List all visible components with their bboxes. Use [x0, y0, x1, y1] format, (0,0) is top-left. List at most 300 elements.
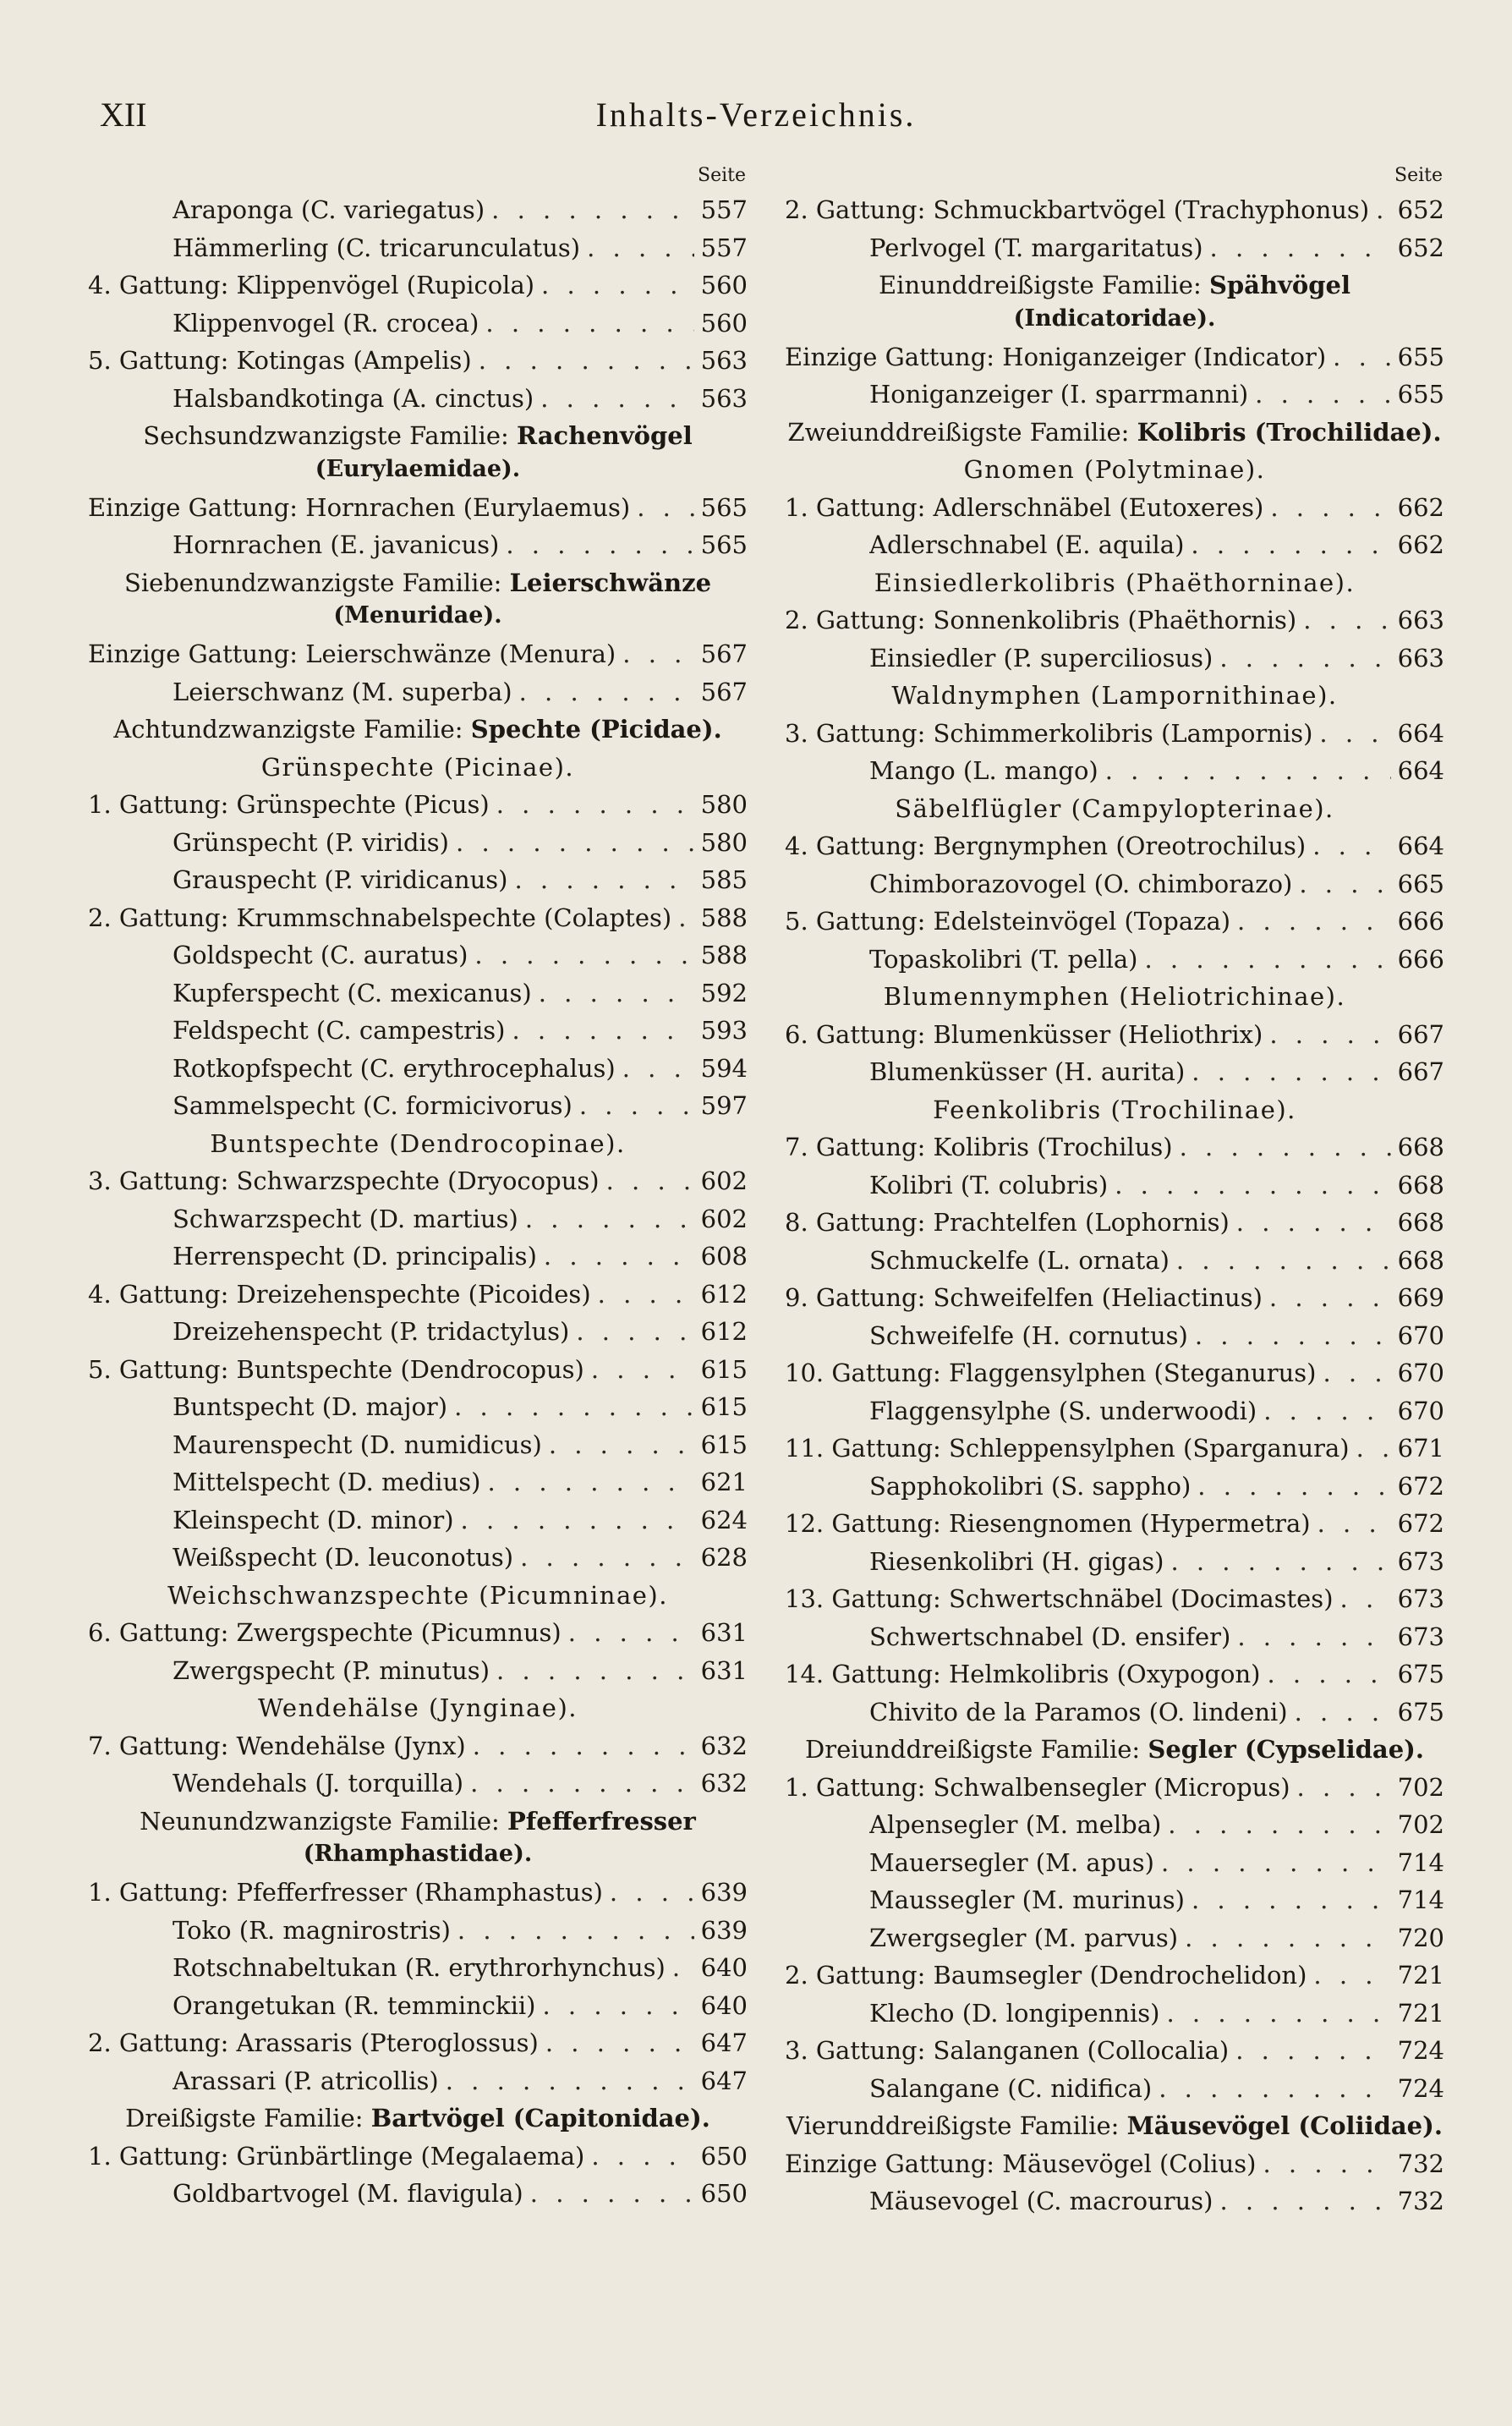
entry-label: 2. Gattung: Schmuckbartvögel (Trachyphonus) [785, 195, 1370, 224]
family-heading [785, 414, 1444, 452]
page-ref: 612 [700, 1317, 748, 1346]
entry-label: Goldspecht (C. auratus) [173, 941, 468, 969]
species-entry [88, 1463, 748, 1501]
toc-list-right [785, 191, 1444, 2220]
entry-label: 7. Gattung: Wendehälse (Jynx) [88, 1731, 466, 1760]
entry-label: Halsbandkotinga (A. cinctus) [173, 383, 534, 413]
species-entry [88, 380, 748, 418]
family-name: Pfefferfresser [507, 1806, 696, 1836]
leader-dots [1105, 752, 1391, 790]
entry-label: Chivito de la Paramos (O. lindeni) [869, 1697, 1288, 1726]
leader-dots [515, 861, 694, 899]
entry-label: Schwarzspecht (D. martius) [173, 1204, 518, 1233]
leader-dots [542, 1987, 693, 2025]
page-ref: 673 [1397, 1546, 1444, 1576]
leader-dots [587, 229, 694, 267]
entry-label: Toko (R. magnirostris) [173, 1915, 451, 1945]
entry-label: 11. Gattung: Schleppensylphen (Sparganura) [785, 1434, 1350, 1463]
family-ordinal: Zweiunddreißigste Familie: [787, 417, 1137, 447]
leader-dots [1333, 338, 1390, 376]
leader-dots [637, 489, 693, 527]
family-latin: (Cypselidae). [1235, 1735, 1424, 1764]
page-ref: 597 [700, 1091, 748, 1120]
species-entry [88, 305, 748, 343]
leader-dots [520, 1539, 694, 1577]
entry-label: Kupferspecht (C. mexicanus) [173, 978, 532, 1007]
family-latin: (Eurylaemidae). [315, 455, 521, 482]
page-ref: 667 [1397, 1019, 1444, 1049]
family-name: Kolibris [1137, 417, 1246, 447]
page-ref: 702 [1397, 1772, 1444, 1802]
entry-label: 1. Gattung: Grünbärtlinge (Megalaema) [88, 2141, 585, 2171]
genus-entry [88, 786, 748, 824]
family-heading [88, 417, 748, 455]
entry-label: Orangetukan (R. temminckii) [173, 1990, 536, 2020]
entry-label: Wendehals (J. torquilla) [173, 1769, 464, 1798]
family-name: Spechte [470, 715, 582, 744]
species-entry [785, 1053, 1444, 1091]
entry-label: Mauersegler (M. apus) [869, 1847, 1154, 1877]
page-ref: 662 [1397, 492, 1444, 522]
family-name: Rachenvögel [517, 421, 693, 450]
species-entry [785, 1919, 1444, 1957]
page-ref: 670 [1397, 1396, 1444, 1425]
leader-dots [1312, 827, 1390, 865]
page-ref: 673 [1397, 1584, 1444, 1613]
leader-dots [1192, 1881, 1391, 1919]
page-ref: 557 [700, 233, 748, 262]
entry-label: 5. Gattung: Buntspechte (Dendrocopus) [88, 1354, 584, 1384]
species-entry [88, 1652, 748, 1690]
leader-dots [1180, 1128, 1391, 1166]
family-latin: (Rhamphastidae). [303, 1841, 533, 1867]
page-ref: 673 [1397, 1622, 1444, 1651]
page-ref: 631 [700, 1618, 748, 1647]
genus-entry [785, 2145, 1444, 2183]
page-ref: 585 [700, 865, 748, 894]
species-entry [785, 1543, 1444, 1581]
genus-entry [785, 1505, 1444, 1543]
leader-dots [1267, 1655, 1390, 1693]
entry-label: 5. Gattung: Kotingas (Ampelis) [88, 346, 472, 375]
entry-label: Schweifelfe (H. cornutus) [869, 1320, 1188, 1350]
species-entry [785, 229, 1444, 267]
page-ref: 602 [700, 1166, 748, 1195]
leader-dots [1168, 1806, 1390, 1844]
species-entry [88, 974, 748, 1013]
family-ordinal: Vierunddreißigste Familie: [786, 2111, 1127, 2140]
leader-dots [1263, 2145, 1390, 2183]
page-ref: 655 [1397, 342, 1444, 371]
page-ref: 580 [700, 827, 748, 857]
entry-label: 2. Gattung: Krummschnabelspechte (Colaptes) [88, 903, 672, 932]
family-heading [785, 1731, 1444, 1769]
family-name: Bartvögel [370, 2104, 505, 2132]
leader-dots [579, 1087, 694, 1125]
subfamily-heading: Säbelflügler (Campylopterinae). [895, 793, 1334, 823]
entry-label: 4. Gattung: Klippenvögel (Rupicola) [88, 271, 535, 299]
family-heading [88, 711, 748, 749]
subfamily-heading: Buntspechte (Dendrocopinae). [210, 1128, 626, 1158]
page-ref: 714 [1397, 1885, 1444, 1914]
species-entry [88, 1087, 748, 1125]
species-entry [785, 941, 1444, 979]
subfamily-heading: Wendehälse (Jynginae). [257, 1693, 578, 1722]
species-entry [785, 639, 1444, 678]
page-ref: 632 [700, 1769, 748, 1798]
entry-label: Sapphokolibri (S. sappho) [869, 1471, 1192, 1501]
genus-entry [88, 2138, 748, 2176]
species-entry [88, 824, 748, 862]
page-ref: 628 [700, 1543, 748, 1572]
entry-label: 12. Gattung: Riesengnomen (Hypermetra) [785, 1509, 1311, 1538]
genus-entry [88, 1614, 748, 1652]
entry-label: Maurenspecht (D. numidicus) [173, 1430, 542, 1459]
family-heading [88, 1803, 748, 1841]
page-ref: 652 [1397, 195, 1444, 224]
page-ref: 557 [700, 195, 748, 224]
page-ref: 655 [1397, 380, 1444, 409]
leader-dots [1176, 1242, 1391, 1280]
entry-label: Dreizehenspecht (P. tridactylus) [173, 1317, 570, 1346]
entry-label: Herrenspecht (D. principalis) [173, 1242, 537, 1271]
entry-label: Rotschnabeltukan (R. erythrorhynchus) [173, 1953, 666, 1982]
page-ref: 647 [700, 2066, 748, 2095]
leader-dots [1145, 941, 1391, 979]
leader-dots [1197, 1468, 1390, 1506]
genus-entry [88, 2024, 748, 2062]
entry-label: Zwergspecht (P. minutus) [173, 1655, 490, 1685]
entry-label: 14. Gattung: Helmkolibris (Oxypogon) [785, 1660, 1261, 1688]
genus-entry [785, 1279, 1444, 1317]
page-ref: 565 [700, 492, 748, 522]
species-entry [88, 1765, 748, 1803]
page-ref: 667 [1397, 1057, 1444, 1086]
seite-label: Seite [698, 165, 746, 186]
genus-entry [785, 489, 1444, 527]
page-ref: 640 [700, 1990, 748, 2020]
page-ref: 668 [1397, 1133, 1444, 1161]
leader-dots [1356, 1430, 1391, 1468]
family-ordinal: Siebenundzwanzigste Familie: [123, 568, 510, 597]
leader-dots [496, 786, 694, 824]
page-ref: 664 [1397, 756, 1444, 785]
page-ref: 650 [700, 2141, 748, 2171]
leader-dots [598, 1276, 694, 1314]
page-ref: 593 [700, 1016, 748, 1045]
page-ref: 647 [700, 2028, 748, 2057]
leader-dots [1263, 1392, 1390, 1430]
page-ref: 615 [700, 1430, 748, 1459]
page-ref: 670 [1397, 1320, 1444, 1350]
entry-label: Schwertschnabel (D. ensifer) [869, 1622, 1231, 1651]
species-entry [785, 1693, 1444, 1732]
entry-label: Riesenkolibri (H. gigas) [869, 1546, 1164, 1576]
leader-dots [1319, 715, 1390, 753]
entry-label: 1. Gattung: Schwalbensegler (Micropus) [785, 1772, 1290, 1802]
page-ref: 672 [1397, 1509, 1444, 1538]
page-ref: 724 [1397, 2073, 1444, 2103]
leader-dots [1299, 865, 1390, 903]
leader-dots [678, 899, 693, 937]
leader-dots [470, 1765, 694, 1803]
leader-dots [1255, 376, 1390, 414]
leader-dots [512, 1012, 693, 1050]
entry-label: Mäusevogel (C. macrourus) [869, 2187, 1213, 2215]
leader-dots [1219, 2182, 1390, 2220]
page-ref: 631 [700, 1655, 748, 1685]
species-entry [88, 1539, 748, 1577]
entry-label: Einzige Gattung: Honiganzeiger (Indicator) [785, 342, 1327, 371]
leader-dots [479, 342, 694, 380]
genus-entry [88, 1276, 748, 1314]
species-entry [785, 1881, 1444, 1919]
species-entry [785, 1995, 1444, 2033]
entry-label: Einzige Gattung: Mäusevögel (Colius) [785, 2149, 1257, 2178]
species-entry [88, 1949, 748, 1987]
family-latin: (Trochilidae). [1246, 417, 1442, 447]
leader-dots [541, 266, 694, 305]
page-ref: 652 [1397, 233, 1444, 262]
left-column [88, 161, 748, 2213]
leader-dots [568, 1614, 694, 1652]
species-entry [785, 2070, 1444, 2108]
leader-dots [519, 673, 694, 711]
species-entry [785, 2182, 1444, 2220]
family-heading [785, 266, 1444, 305]
leader-dots [1313, 1957, 1390, 1995]
entry-label: Arassari (P. atricollis) [173, 2066, 439, 2095]
genus-entry [88, 342, 748, 380]
entry-label: Maussegler (M. murinus) [869, 1885, 1185, 1914]
entry-label: Grauspecht (P. viridicanus) [173, 865, 508, 894]
entry-label: Klecho (D. longipennis) [869, 1998, 1160, 2028]
entry-label: Alpensegler (M. melba) [869, 1810, 1162, 1839]
family-ordinal: Dreiunddreißigste Familie: [805, 1735, 1148, 1764]
page-ref: 608 [700, 1242, 748, 1271]
entry-label: 4. Gattung: Dreizehenspechte (Picoides) [88, 1279, 591, 1309]
species-entry [88, 2062, 748, 2100]
species-entry [785, 376, 1444, 414]
entry-label: Einzige Gattung: Hornrachen (Eurylaemus) [88, 492, 631, 522]
entry-label: 2. Gattung: Sonnenkolibris (Phaëthornis) [785, 606, 1297, 634]
page-ref: 663 [1397, 643, 1444, 672]
family-name: Segler [1148, 1735, 1236, 1764]
page-ref: 594 [700, 1053, 748, 1083]
genus-entry [785, 1580, 1444, 1618]
family-ordinal: Sechsundzwanzigste Familie: [143, 421, 517, 450]
page-ref: 675 [1397, 1660, 1444, 1688]
leader-dots [539, 974, 694, 1013]
entry-label: Zwergsegler (M. parvus) [869, 1923, 1179, 1952]
entry-label: 10. Gattung: Flaggensylphen (Steganurus) [785, 1358, 1317, 1387]
species-entry [88, 1388, 748, 1426]
species-entry [88, 1238, 748, 1276]
species-entry [785, 1317, 1444, 1355]
page-ref: 668 [1397, 1170, 1444, 1199]
entry-label: Topaskolibri (T. pella) [869, 944, 1138, 974]
page-number: XII [100, 96, 147, 134]
leader-dots [1323, 1354, 1390, 1392]
leader-dots [622, 635, 693, 673]
species-entry [88, 673, 748, 711]
family-ordinal: Dreißigste Familie: [125, 2104, 371, 2132]
page-ref: 668 [1397, 1208, 1444, 1237]
leader-dots [1297, 1769, 1391, 1807]
family-ordinal: Neunundzwanzigste Familie: [140, 1806, 507, 1836]
entry-label: 8. Gattung: Prachtelfen (Lophornis) [785, 1208, 1230, 1237]
page-ref: 615 [700, 1354, 748, 1384]
leader-dots [1376, 191, 1391, 229]
page-ref: 664 [1397, 832, 1444, 860]
seite-label: Seite [1394, 165, 1443, 186]
subfamily-heading: Feenkolibris (Trochilinae). [933, 1095, 1296, 1124]
entry-label: Hornrachen (E. javanicus) [173, 530, 500, 559]
page-ref: 721 [1397, 1998, 1444, 2028]
species-entry [785, 526, 1444, 564]
page-ref: 732 [1397, 2187, 1444, 2215]
leader-dots [672, 1949, 694, 1987]
entry-label: 4. Gattung: Bergnymphen (Oreotrochilus) [785, 832, 1307, 860]
entry-label: 3. Gattung: Schwarzspechte (Dryocopus) [88, 1166, 600, 1195]
leader-dots [545, 2024, 694, 2062]
entry-label: Leierschwanz (M. superba) [173, 677, 512, 706]
page-ref: 670 [1397, 1358, 1444, 1387]
entry-label: Adlerschnabel (E. aquila) [869, 530, 1185, 559]
genus-entry [785, 191, 1444, 229]
entry-label: 5. Gattung: Edelsteinvögel (Topaza) [785, 907, 1231, 936]
genus-entry [785, 1128, 1444, 1166]
page-ref: 612 [700, 1279, 748, 1309]
entry-label: Sammelspecht (C. formicivorus) [173, 1091, 572, 1120]
family-ordinal: Achtundzwanzigste Familie: [113, 715, 471, 744]
toc-list-left [88, 191, 748, 2213]
leader-dots [591, 1351, 694, 1389]
leader-dots [1295, 1693, 1391, 1732]
entry-label: 1. Gattung: Adlerschnäbel (Eutoxeres) [785, 492, 1264, 522]
species-entry [785, 1468, 1444, 1506]
leader-dots [1237, 903, 1391, 941]
entry-label: Einzige Gattung: Leierschwänze (Menura) [88, 639, 616, 668]
family-latin: (Coliidae). [1290, 2111, 1443, 2140]
entry-label: Weißspecht (D. leuconotus) [173, 1543, 514, 1572]
leader-dots [610, 1874, 694, 1912]
page-title: Inhalts-Verzeichnis. [595, 96, 917, 134]
leader-dots [474, 936, 693, 974]
right-column [785, 161, 1444, 2220]
entry-label: 7. Gattung: Kolibris (Trochilus) [785, 1133, 1173, 1161]
entry-label: 2. Gattung: Arassaris (Pteroglossus) [88, 2028, 539, 2057]
leader-dots [1192, 1053, 1390, 1091]
leader-dots [1166, 1995, 1390, 2033]
genus-entry [785, 903, 1444, 941]
leader-dots [1210, 229, 1391, 267]
page-ref: 592 [700, 978, 748, 1007]
leader-dots [540, 380, 693, 418]
entry-label: Rotkopfspecht (C. erythrocephalus) [173, 1053, 616, 1083]
family-heading [785, 2107, 1444, 2145]
page-ref: 560 [700, 271, 748, 299]
page-ref: 664 [1397, 718, 1444, 748]
family-ordinal: Einunddreißigste Familie: [879, 271, 1209, 299]
leader-dots [1340, 1580, 1391, 1618]
subfamily-heading: Gnomen (Polytminae). [963, 455, 1266, 484]
species-entry [88, 229, 748, 267]
subfamily-heading: Weichschwanzspechte (Picumninae). [167, 1580, 668, 1610]
genus-entry [88, 1727, 748, 1765]
entry-label: Grünspecht (P. viridis) [173, 827, 450, 857]
family-latin: (Capitonidae). [504, 2104, 710, 2132]
leader-dots [491, 191, 694, 229]
species-entry [88, 1012, 748, 1050]
entry-label: Kolibri (T. colubris) [869, 1170, 1109, 1199]
genus-entry [88, 1874, 748, 1912]
leader-dots [473, 1727, 694, 1765]
species-entry [88, 2175, 748, 2213]
page-ref: 639 [700, 1878, 748, 1907]
species-entry [785, 1806, 1444, 1844]
entry-label: Buntspecht (D. major) [173, 1392, 448, 1421]
genus-entry [88, 266, 748, 305]
species-entry [88, 936, 748, 974]
leader-dots [461, 1501, 694, 1540]
entry-label: 6. Gattung: Zwergspechte (Picumnus) [88, 1618, 562, 1647]
entry-label: Honiganzeiger (I. sparrmanni) [869, 380, 1249, 409]
genus-entry [88, 489, 748, 527]
family-heading [88, 2099, 748, 2138]
page-ref: 632 [700, 1731, 748, 1760]
leader-dots [1195, 1317, 1391, 1355]
species-entry [785, 1618, 1444, 1656]
genus-entry [88, 1351, 748, 1389]
genus-entry [785, 1016, 1444, 1054]
leader-dots [1269, 1016, 1390, 1054]
leader-dots [1161, 1844, 1391, 1882]
subfamily-heading: Einsiedlerkolibris (Phaëthorninae). [874, 568, 1356, 597]
species-entry [88, 1313, 748, 1351]
leader-dots [1270, 489, 1390, 527]
genus-entry [785, 1430, 1444, 1468]
page-ref: 650 [700, 2179, 748, 2208]
species-entry [88, 1426, 748, 1464]
family-name: Spähvögel [1208, 271, 1350, 299]
entry-label: Klippenvogel (R. crocea) [173, 308, 479, 338]
subfamily-heading: Blumennymphen (Heliotrichinae). [883, 982, 1346, 1011]
species-entry [785, 865, 1444, 903]
entry-label: 9. Gattung: Schweifelfen (Heliactinus) [785, 1283, 1263, 1312]
entry-label: 3. Gattung: Salanganen (Collocalia) [785, 2036, 1230, 2065]
page-ref: 668 [1397, 1245, 1444, 1275]
page-ref: 724 [1397, 2036, 1444, 2065]
page-ref: 720 [1397, 1923, 1444, 1952]
entry-label: Chimborazovogel (O. chimborazo) [869, 869, 1293, 898]
species-entry [88, 1912, 748, 1950]
leader-dots [606, 1162, 694, 1200]
page-ref: 663 [1397, 606, 1444, 634]
entry-label: Goldbartvogel (M. flavigula) [173, 2179, 523, 2208]
genus-entry [785, 1957, 1444, 1995]
species-entry [88, 526, 748, 564]
leader-dots [485, 305, 693, 343]
page-ref: 640 [700, 1953, 748, 1982]
page-ref: 721 [1397, 1961, 1444, 1990]
leader-dots [1235, 2032, 1390, 2070]
species-entry [88, 191, 748, 229]
entry-label: 6. Gattung: Blumenküsser (Heliothrix) [785, 1019, 1263, 1049]
page-ref: 567 [700, 677, 748, 706]
page-ref: 588 [700, 903, 748, 932]
page-ref: 588 [700, 941, 748, 969]
